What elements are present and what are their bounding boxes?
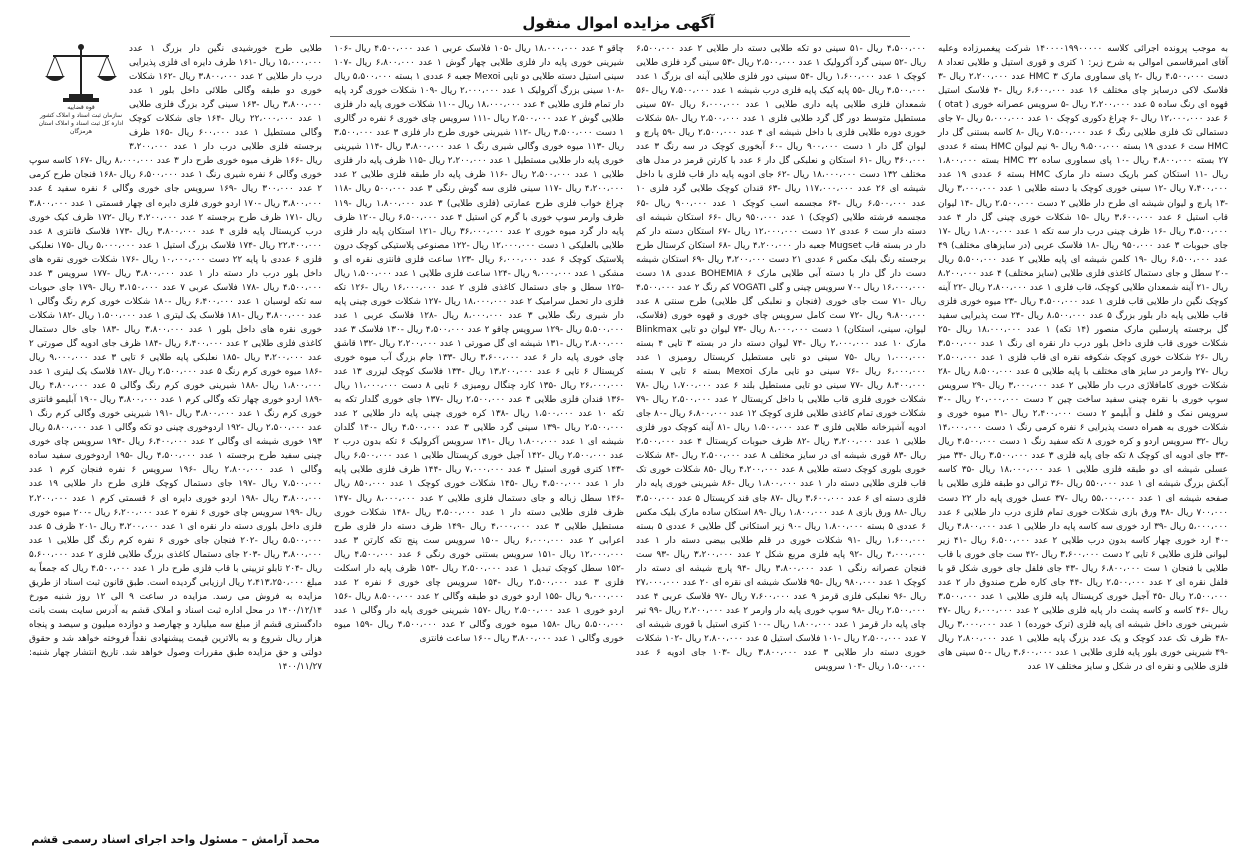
column-4-text: طلایی طرح خورشیدی نگین دار بزرگ ۱ عدد ۱۵،۰۰۰،۰۰۰ ریال -۱۶۱ ظرف دایره ای فلزی پذیرایی درب دار طلایی ۲ عدد ۳،۸۰۰،۰۰۰ ریال -۱۶۲ شکلات خوری دو طبقه وگالی طلائی داخل بلور ۱ عدد ۳،۸۰۰،۰۰۰ ریال -۱۶۳ سینی گرد بزرگ فلزی طلایی ۱ عدد ۲۲،۰۰۰،۰۰۰ ریال -۱۶۴ جای شکلات کوچک وگالی مستطیل ۱ عدد ۶۰۰،۰۰۰ ریال -۱۶۵ ظرف برجسته فلزی طلایی درب دار ۱ عدد ۳،۲۰۰،۰۰۰ ریال -۱۶۶ ظرف میوه خوری طرح دار ۳ عدد ۸،۰۰۰،۰۰۰ ریال -۱۶۷ کاسه سوپ خوری وگالی ۶ نفره شیری رنگ ۱ عدد ۶،۵۰۰،۰۰۰ ریال -۱۶۸ فنجان طرح کرمی ۲ عدد ۳۰۰،۰۰۰ ریال -۱۶۹ سرویس جای خوری وگالی ۶ نفره سفید ٤ عدد ۳،۸۰۰،۰۰۰ ریال -۱۷۰ اردو خوری فلزی دایره ای چهار قسمتی ۱ عدد ۳،۸۰۰،۰۰۰ ریال -۱۷۱ ظرف طرح برجسته ۲ عدد ۴،۲۰۰،۰۰۰ ریال -۱۷۲ ظرف کیک خوری درب کریستال پایه فلزی ۴ عدد ۳،۸۰۰،۰۰۰ ریال -۱۷۳ فلاسک فانتزی ۸ عدد ۲۲،۴۰۰،۰۰۰ ریال -۱۷۴ فلاسک بزرگ استیل ۱ عدد ۵،۰۰۰،۰۰۰ ریال -۱۷۵ نعلبکی فلزی ۶ عددی با پایه ۲۲ دست ۱۰،۰۰۰،۰۰۰ ریال -۱۷۶ شکلات خوری نقره های داخل بلور درب دار دسته دار ۱ عدد ۳،۸۰۰،۰۰۰ ریال -۱۷۷ سرویس ۳ عدد ۴،۵۰۰،۰۰۰ ریال -۱۷۸ فلاسک عربی ۷ عدد ۳،۱۵۰،۰۰۰ ریال -۱۷۹ جای حبوبات سه تکه لوسبان ۱ عدد ۶،۴۰۰،۰۰۰ ریال -۱۸۰ شکلات خوری کرم رنگ وگالی ۱ عدد ۳،۸۰۰،۰۰۰ ریال -۱۸۱ فلاسک یک لیتری ۱ عدد ۱،۵۰۰،۰۰۰ ریال -۱۸۲ شکلات خوری نقره های داخل بلور ۱ عدد ۳،۸۰۰،۰۰۰ ریال -۱۸۳ جای خال دستمال کاغذی فلزی طلایی ۲ عدد ۶،۴۰۰،۰۰۰ ریال -۱۸۴ ظرف جای ادویه گل صورتی ۲ عدد ۳،۲۰۰،۰۰۰ ریال -۱۸۵ نعلبکی پایه طلایی ۶ تایی ۳ عدد ۹،۰۰۰،۰۰۰ ریال -۱۸۶ میوه خوری کرم رنگ ۵ عدد ۲،۵۰۰،۰۰۰ ریال -۱۸۷ فلاسک یک لیتری ۱ عدد ۱،۸۰۰،۰۰۰ ریال -۱۸۸ شیرینی خوری کرم رنگ وگالی ۵ عدد ۴،۸۰۰،۰۰۰ ریال -۱۸۹ اردو خوری چهار تکه وگالی کرم ۱ عدد ۳،۸۰۰،۰۰۰ ریال -۱۹۰ آبلیمو فانتزی خوری کرم رنگ ۱ عدد ۳،۸۰۰،۰۰۰ ریال -۱۹۱ شیرینی خوری وگالی کرم رنگ ۱ عدد ۲،۵۰۰،۰۰۰ ریال -۱۹۲ اردوخوری چینی دو تکه وگالی ۱ عدد ۵،۸۰۰،۰۰۰ ریال ۱۹۳ خوری شیشه ای وگالی ۲ عدد ۶،۴۰۰،۰۰۰ ریال -۱۹۴ سرویس چای خوری چینی سفید طرح برجسته ۱ عدد ۴،۵۰۰،۰۰۰ ریال -۱۹۵ اردوخوری سفید ساده وگالی ۱ عدد ۲،۸۰۰،۰۰۰ ریال -۱۹۶ سرویس ۶ نفره فنجان کرم ۱ عدد ۷،۵۰۰،۰۰۰ ریال -۱۹۷ جای دستمال کوچک فلزی طرح دار طلایی ۱۹ عدد ۳،۸۰۰،۰۰۰ ریال -۱۹۸ اردو خوری دایره ای ۶ قسمتی کرم ۱ عدد ۲،۲۰۰،۰۰۰ ریال -۱۹۹ سرویس چای خوری ۶ نفره ۲ عدد ۶،۲۰۰،۰۰۰ ریال -۲۰۰ میوه خوری فلزی داخل بلوری دسته دار نقره ای ۱ عدد ۳،۲۰۰،۰۰۰ ریال -۲۰۱ ظرف ۵ عدد ۵،۵۰۰،۰۰۰ ریال -۲۰۲ فنجان جای خوری ۶ نفره کرم رنگ گل طلایی ۱ عدد ۳،۸۰۰،۰۰۰ ریال -۲۰۳ جای دستمال کاغذی بزرگ طلایی فلزی ۲ عدد ۵،۶۰۰،۰۰۰ ریال -۲۰۴ تابلو تزیینی با قاب فلزی طرح دار ۱ عدد ۴،۵۰۰،۰۰۰ ریال که جمعاً به مبلغ ۲،۴۱۳،۲۵۰،۰۰۰ ریال ارزیابی گردیده است. طبق قانون ثبت اسناد از طریق مزایده به فروش می رسد. مزایده در ساعت ۹ الی ۱۲ روز شنبه مورخ ۱۴۰۰/۱۲/۱۴ در محل اداره ثبت اسناد و املاک قشم به آدرس سایت بست بانت دادگستری قشم از مبلغ سه میلیارد و چهارصد و دوازده میلیون و سیصد و پنجاه هزار ریال شروع و به بالاترین قیمت پیشنهادی نقداً فروخته خواهد شد و حقوق دولتی و حق مزایده طبق مقررات وصول خواهد شد. تاریخ انتشار چهار شنبه: ۱۴۰۰/۱۱/۲۷ — [29, 44, 323, 673]
judiciary-logo — [33, 42, 129, 140]
column-1-text: به موجب پرونده اجرائی کلاسه ۱۴۰۰۰۰۱۹۹۰۰۰۰۰ شرکت پیغمبرزاده وعلیه آقای امیرقاسمی اموالی به شرح زیر: ۱ کتری و قوری استیل و طلایی تعداد ۸ دست ۴،۵۰۰،۰۰۰ ریال -۲ پای سماوری مارک HMC ۳ عدد ۲،۲۰۰،۰۰۰ ریال -۳ فلاسک لاکی درسایز چای مختلف ۱۶ عدد ۶،۶۰۰،۰۰۰ ریال -۴ فلاسک استیل قهوه ای رنگ ساده ۵ عدد ۲،۲۰۰،۰۰۰ ریال -۵ سرویس عصرانه خوری ( otat ) ۶ عدد ۱۲،۰۰۰،۰۰۰ ریال -۶ چراغ دکوری کوچک ۱۰ عدد ۵،۰۰۰،۰۰۰ ریال -۷ جای دستمالی تک فلزی طلایی رنگ ۶ عدد ۷،۵۰۰،۰۰۰ ریال -۸ کاسه بستنی گل دار HMC ست ۶ عددی ۱۹ بسته ۹،۵۰۰،۰۰۰ ریال -۹ نیم لیوان HMC بسته ۶ عددی ۲۷ بسته ۴،۸۰۰،۰۰۰ ریال -۱۰ پای سماوری ساده HMC ۳۲ بسته ۱،۸۰۰،۰۰۰ ریال -۱۱ استکان کمر باریک دسته دار مارک HMC بسته ۶ عددی ۱۹ عدد ۷،۴۰۰،۰۰۰ ریال -۱۲ سینی خوری کوچک با دسته طلایی ۱ عدد ۳،۰۰۰،۰۰۰ ریال -۱۳ پارچ و لیوان شیشه ای طرح دار طلایی ۲ دست ۲،۵۰۰،۰۰۰ ریال -۱۴ لیوان قاب استیل ۶ عدد ۳،۶۰۰،۰۰۰ ریال -۱۵ شکلات خوری چینی گل دار ۴ عدد ۳،۵۰۰،۰۰۰ ریال -۱۶ ظرف چینی درب دار سه تکه ۱ عدد ۱،۸۰۰،۰۰۰ ریال -۱۷ جای حبوبات ۳ عدد ۹۵۰،۰۰۰ ریال -۱۸ فلاسک عربی (در سایزهای مختلف) ۴۹ عدد ۶،۵۰۰،۰۰۰ ریال -۱۹ کلمن شیشه ای پایه طلایی ۲ عدد ۵،۵۰۰،۰۰۰ ریال -۲۰ سطل و جای دستمال کاغذی فلزی طلایی (سایز مختلف) ۴ عدد ۸،۲۰۰،۰۰۰ ریال -۲۱ آینه شمعدان طلایی کوچک، قاب فلزی ۱ عدد ۲،۸۰۰،۰۰۰ ریال -۲۲ آینه کوچک نگین دار طلایی قاب فلزی ۱ عدد ۴،۵۰۰،۰۰۰ ریال -۲۳ میوه خوری فلزی قاب طلایی پایه دار بلور بزرگ ۵ عدد ۸،۵۰۰،۰۰۰ ریال -۲۴ ست پذیرایی سفید گل برجسته پارسلین مارک منصور (۱۴ تکه) ۱ عدد ۱۸،۰۰۰،۰۰۰ ریال -۲۵ شکلات خوری قاب فلزی داخل بلور درب دار نقره ای رنگ ۱ عدد ۳،۵۰۰،۰۰۰ ریال -۲۶ شکلات خوری کوچک شکوفه نقره ای قاب فلزی ۱ عدد ۲،۵۰۰،۰۰۰ ریال -۲۷ وارمر در سایز های مختلف با پایه طلایی ۵ عدد ۸،۵۰۰،۰۰۰ ریال -۲۸ شکلات خوری کامافلاژی درب دار طلایی ۲ عدد ۳،۰۰۰،۰۰۰ ریال -۲۹ سرویس سوپ خوری با نقره چینی سفید ساخت چین ۲ دست ۲۰،۰۰۰،۰۰۰ ریال -۳۰ سرویس نمک و فلفل و آبلیمو ۲ دست ۲،۴۰۰،۰۰۰ ریال -۳۱ میوه خوری و شکلات خوری به همراه دست پذیرایی ۶ نفره کرمی رنگ ۱ دست ۱۴،۰۰۰،۰۰۰ ریال -۳۲ سرویس اردو و کره خوری ۸ تکه سفید رنگ ۱ دست ۴،۵۰۰،۰۰۰ ریال -۳۳ جای ادویه ای کوچک ۸ تکه جای پایه فلزی ۳ عدد ۳،۵۰۰،۰۰۰ ریال -۳۴ میز عسلی شیشه ای دو طبقه فلزی طلایی ۱ عدد ۱۸،۰۰۰،۰۰۰ ریال -۳۵ کاسه آبکش بزرگ شیشه ای ۱ عدد ۵۵۰،۰۰۰ ریال -۳۶ ترالی دو طبقه فلزی طلایی با صفحه شیشه ای ۱ عدد ۵۵،۰۰۰،۰۰۰ ریال -۳۷ عسل خوری پایه دار ۲۲ دست ۷۰۰،۰۰۰ ریال -۳۸ ورق بازی شکلات خوری تمام فلزی درب دار طلایی ۶ عدد ۵،۰۰۰،۰۰۰ ریال -۳۹ ارد خوری سه کاسه پایه دار طلایی ۱ عدد ۴،۸۰۰،۰۰۰ ریال -۴۰ ارد خوری چهار کاسه بدون درب طلایی ۲ عدد ۶،۵۰۰،۰۰۰ ریال -۴۱ زیر لیوانی فلزی طلایی ۶ تایی ۲ دست ۳،۶۰۰،۰۰۰ ریال -۴۲ ست جای خوری با قاب طلایی با فنجان ۱ ست ۶،۸۰۰،۰۰۰ ریال -۴۳ جای فلفل جای خوری شکل قو با فلفل نقره ای ۲ عدد ۲،۵۰۰،۰۰۰ ریال -۴۴ جای کاره طرح صندوق دار ۲ عدد ۲،۵۰۰،۰۰۰ ریال -۴۵ آجیل خوری کریستال پایه فلزی طلایی ۱ عدد ۳،۵۰۰،۰۰۰ ریال -۴۶ کاسه و کاسه پشت دار پایه فلزی طلایی ۲ عدد ۶،۰۰۰،۰۰۰ ریال -۴۷ شیرینی خوری داخل شیشه ای پایه فلزی (ترک خورده) ۱ عدد ۳،۰۰۰،۰۰۰ ریال -۴۸ ظرف تک عدد کوچک و یک عدد بزرگ پایه طلایی ۱ عدد ۲،۸۰۰،۰۰۰ ریال -۴۹ شیرینی خوری بلور پایه فلزی طلایی ۱ عدد ۴،۶۰۰،۰۰۰ ریال -۵۰ سینی های فلزی طلایی و نقره ای در شکل و سایز مختلف ۱۷ عدد — [938, 44, 1229, 673]
text-column-2 — [633, 42, 929, 850]
column-3-text: چاقو ۴ عدد ۱۸،۰۰۰،۰۰۰ ریال -۱۰۵ فلاسک عربی ۱ عدد ۴،۵۰۰،۰۰۰ ریال -۱۰۶ شیرینی خوری پایه دار فلزی طلایی چهار گوش ۱ عدد ۶،۸۰۰،۰۰۰ ریال -۱۰۷ سینی استیل دسته طلایی دو تایی Mexoi جعبه ۶ عددی ۱ بسته ۵،۵۰۰،۰۰۰ ریال -۱۰۸ سینی بزرگ آکرولیک ۱ عدد ۲،۰۰۰،۰۰۰ ریال -۱۰۹ شکلات خوری گرد پایه دار تمام فلزی طلایی ۴ عدد ۱۸،۰۰۰،۰۰۰ ریال -۱۱۰ شکلات خوری پایه دار فلزی طلایی گوش ۲ عدد ۲،۵۰۰،۰۰۰ ریال -۱۱۱ سرویس چای خوری ۶ نفره در گالری ۱ دست ۴،۵۰۰،۰۰۰ ریال -۱۱۲ شیرینی خوری طرح دار فلزی ۳ عدد ۳،۵۰۰،۰۰۰ ریال -۱۱۳ میوه خوری وگالی شیری رنگ ۱ عدد ۳،۸۰۰،۰۰۰ ریال -۱۱۴ شیرینی خوری پایه دار طلایی مستطیل ۱ عدد ۲،۲۰۰،۰۰۰ ریال -۱۱۵ ظرف پایه دار فلزی طلایی ۱ عدد ۲،۵۰۰،۰۰۰ ریال -۱۱۶ ظرف پایه دار طبقه فلزی طلایی ۲ عدد ۴،۲۰۰،۰۰۰ ریال -۱۱۷ سینی فلزی سه گوش رنگی ۳ عدد ۵۰۰،۰۰۰ ریال -۱۱۸ چراغ خواب فلزی طرح عمارتی (فلزی طلایی) ۳ عدد ۱،۸۰۰،۰۰۰ ریال -۱۱۹ ظرف وارمر سوپ خوری با گرم کن استیل ۴ عدد ۶،۵۰۰،۰۰۰ ریال -۱۲۰ ظرف پایه دار گرد میوه خوری ۲ عدد ۳۶،۰۰۰،۰۰۰ ریال -۱۲۱ استکان پایه دار فلزی طلایی بالعلیکی ۱ دست ۱۲،۰۰۰،۰۰۰ ریال -۱۲۲ مصنوعی پلاستیکی کوچک درون پلاستیک کوچک ۶ عدد ۶،۰۰۰،۰۰۰ ریال -۱۲۳ ساعت فلزی فانتزی نقره ای و مشکی ۱ عدد ۹،۰۰۰،۰۰۰ ریال -۱۲۴ ساعت فلزی طلایی ۱ عدد ۱،۵۰۰،۰۰۰ ریال -۱۲۵ سطل و جای دستمال کاغذی فلزی ۲ عدد ۱۶،۰۰۰،۰۰۰ ریال -۱۲۶ تکه فلزی دار تحمل سرامیک ۲ عدد ۱۸،۰۰۰،۰۰۰ ریال -۱۲۷ شکلات خوری چینی پایه دار شیری رنگ طلایی ۳ عدد ۸،۰۰۰،۰۰۰ ریال -۱۲۸ فلاسک عربی ۱ عدد ۵،۵۰۰،۰۰۰ ریال -۱۲۹ سرویس چاقو ۲ عدد ۴،۵۰۰،۰۰۰ ریال -۱۳۰ فلاسک ۳ عدد ۲،۸۰۰،۰۰۰ ریال -۱۳۱ شیشه ای گل صورتی ۱ عدد ۲،۲۰۰،۰۰۰ ریال -۱۳۲ قاشق چای خوری پایه دار ۶ عدد ۳،۶۰۰،۰۰۰ ریال -۱۳۳ جام بزرگ آب میوه خوری کریستال ۶ تایی ۶ عدد ۱۳،۲۰۰،۰۰۰ ریال -۱۳۴ فلاسک کوچک لیزری ۱۳ عدد ۲۶،۰۰۰،۰۰۰ ریال -۱۳۵ کارد چنگال رومیزی ۶ تایی ۸ دست ۱۱،۰۰۰،۰۰۰ ریال -۱۳۶ قندان فلزی طلایی ۴ عدد ۲،۵۰۰،۰۰۰ ریال -۱۳۷ جای خوری گلدار تکه به تکه ۱۰ عدد ۱،۵۰۰،۰۰۰ ریال -۱۳۸ کره خوری چینی پایه دار طلایی ۲ عدد ۲،۵۰۰،۰۰۰ ریال -۱۳۹ سینی گرد طلایی ۳ عدد ۴،۵۰۰،۰۰۰ ریال -۱۴۰ گلدان شیشه ای ۱ عدد ۱،۸۰۰،۰۰۰ ریال -۱۴۱ سرویس آکرولیک ۶ تکه بدون درب ۲ عدد ۲،۵۰۰،۰۰۰ ریال -۱۴۲ آجیل خوری کریستال طلایی ۱ عدد ۶،۵۰۰،۰۰۰ ریال -۱۴۳ کتری قوری استیل ۴ عدد ۷،۰۰۰،۰۰۰ ریال -۱۴۴ ظرف فلزی طلایی پایه دار ۱ عدد ۴،۵۰۰،۰۰۰ ریال -۱۴۵ شکلات خوری کوچک ۱ عدد ۸۵۰،۰۰۰ ریال -۱۴۶ سطل زباله و جای دستمال فلزی طلایی ۲ عدد ۸،۰۰۰،۰۰۰ ریال -۱۴۷ ظرف فلزی طلایی دسته دار ۱ عدد ۳،۵۰۰،۰۰۰ ریال -۱۴۸ شکلات خوری مستطیل طلایی ۳ عدد ۴،۰۰۰،۰۰۰ ریال -۱۴۹ ظرف دسته دار فلزی طرح اعرابی ۲ عدد ۶،۰۰۰،۰۰۰ ریال -۱۵۰ سرویس ست پنج تکه کارتن ۳ عدد ۱۲،۰۰۰،۰۰۰ ریال -۱۵۱ سرویس بستنی خوری رنگی ۶ عدد ۴،۵۰۰،۰۰۰ ریال -۱۵۲ سطل کوچک تبدیل ۱ عدد ۲،۵۰۰،۰۰۰ ریال -۱۵۳ ظرف پایه دار اسکلت فلزی ۳ عدد ۲،۵۰۰،۰۰۰ ریال -۱۵۴ سرویس چای خوری ۶ نفره ۲ عدد ۹،۰۰۰،۰۰۰ ریال -۱۵۵ اردو خوری دو طبقه وگالی ۲ عدد ۸،۵۰۰،۰۰۰ ریال -۱۵۶ اردو خوری ۱ عدد ۲،۵۰۰،۰۰۰ ریال -۱۵۷ شیرینی خوری پایه دار وگالی ۱ عدد ۵،۵۰۰،۰۰۰ ریال -۱۵۸ میوه خوری وگالی ۲ عدد ۴،۵۰۰،۰۰۰ ریال -۱۵۹ میوه خوری وگالی ۱ عدد ۳،۸۰۰،۰۰۰ ریال -۱۶۰ ساعت فانتزی — [334, 44, 624, 644]
page-title: آگهی مزایده اموال منقول — [522, 14, 715, 32]
scales-of-justice-icon — [41, 42, 121, 104]
org-name-line-1: سازمان ثبت اسناد و املاک کشور — [39, 112, 123, 119]
column-2-text: ۴،۵۰۰،۰۰۰ ریال -۵۱ سینی دو تکه طلایی دسته دار طلایی ۲ عدد ۶،۵۰۰،۰۰۰ ریال -۵۲ سینی گرد آکرولیک ۱ عدد ۲،۵۰۰،۰۰۰ ریال -۵۳ سینی گرد فلزی طلایی کوچک ۱ عدد ۱،۶۰۰،۰۰۰ ریال -۵۴ سینی دور فلزی طلایی آینه ای بزرگ ۱ عدد ۴،۵۰۰،۰۰۰ ریال -۵۵ پایه کیک پایه فلزی درب شیشه ۱ عدد ۷،۵۰۰،۰۰۰ ریال -۵۶ شمعدان فلزی طلایی پایه داری طلایی ۱ عدد ۶،۰۰۰،۰۰۰ ریال -۵۷ سینی مستطیل متوسط دور گل گرد طلایی فلزی ۱ عدد ۲،۵۰۰،۰۰۰ ریال -۵۸ شکلات خوری دوره طلایی فلزی با داخل شیشه ای ۴ عدد ۲،۵۰۰،۰۰۰ ریال -۵۹ پارچ و لیوان گل دار ۱ دست ۹۰۰،۰۰۰ ریال -۶۰ آبخوری کوچک در سه رنگ ۳ عدد ۳۶۰،۰۰۰ ریال -۶۱ استکان و نعلبکی گل دار ۶ عدد با کارتن قرمز در مدل های مختلف ۱۳۲ دست ۱۸،۰۰۰،۰۰۰ ریال -۶۲ جای ادویه پایه دار قاب فلزی با داخل شیشه ای ۲۶ عدد ۱۱۷،۰۰۰،۰۰۰ ریال -۶۳ قندان کوچک طلایی گرد فلزی ۱۰ عدد ۶،۵۰۰،۰۰۰ ریال -۶۴ مجسمه اسب کوچک ۱ عدد ۹۰۰،۰۰۰ ریال -۶۵ مجسمه فرشته طلایی (کوچک) ۱ عدد ۹۵۰،۰۰۰ ریال -۶۶ استکان شیشه ای دسته دار ست ۶ عددی ۱۲ دست ۱۲،۰۰۰،۰۰۰ ریال -۶۷ استکان دسته دار کم دار در بسته قاب Mugset جعبه دار ۴،۲۰۰،۰۰۰ ریال -۶۸ استکان کرستال طرح برجسته رنگ بلیک مکس ۶ عددی ۲۱ دست ۳،۲۰۰،۰۰۰ ریال -۶۹ استکان شیشه دست دار گل دار با دسته آبی طلایی مارک BOHEMIA ۶ عددی ۱۸ دست ۱۶،۰۰۰،۰۰۰ ریال -۷۰ سرویس چینی و گلی VOGATI کم رنگ ۲ عدد ۴،۵۰۰،۰۰۰ ریال -۷۱ ست جای خوری (فنجان و نعلبکی گل طلایی) طرح سنتی ۸ عدد ۹،۸۰۰،۰۰۰ ریال -۷۲ ست کامل سرویس چای خوری و قهوه خوری (فلاسک، لیوان، سینی، استکان) ۱ دست ۸،۰۰۰،۰۰۰ ریال -۷۳ لیوان دو تایی Blinkmax مارک ۱۰ عدد ۲،۰۰۰،۰۰۰ ریال -۷۴ لیوان دسته دار در بسته ۳ تایی ۴ بسته ۱،۰۰۰،۰۰۰ ریال -۷۵ سینی دو تایی مستطیل کریستال رومیزی ۱ عدد ۶،۰۰۰،۰۰۰ ریال -۷۶ سینی دو تایی مارک Mexoi بسته ۶ تایی ۷ بسته ۸،۴۰۰،۰۰۰ ریال -۷۷ سینی دو تایی مستطیل بلند ۶ عدد ۱،۷۰۰،۰۰۰ ریال -۷۸ شکلات خوری فلزی قاب طلایی با داخل کریستال ۲ عدد ۲،۵۰۰،۰۰۰ ریال -۷۹ شکلات خوری تمام کاغذی طلایی فلزی کوچک ۱۲ عدد ۶،۸۰۰،۰۰۰ ریال -۸۰ جای ادویه آشپزخانه طلایی فلزی ۳ عدد ۱،۵۰۰،۰۰۰ ریال -۸۱ آینه کوچک دور فلزی طلایی ۱ عدد ۳،۲۰۰،۰۰۰ ریال -۸۲ ظرف حبوبات کریستال ۴ عدد ۲،۵۰۰،۰۰۰ ریال -۸۳ قوری شیشه ای در سایز مختلف ۸ عدد ۲،۵۰۰،۰۰۰ ریال -۸۴ شکلات خوری بلوری کوچک دسته طلایی ۸ عدد ۴،۲۰۰،۰۰۰ ریال -۸۵ شکلات خوری تک قاب فلزی طلایی دسته دار ۱ عدد ۱،۸۰۰،۰۰۰ ریال -۸۶ شیرینی خوری پایه دار فلزی دسته ای ۶ عدد ۳،۶۰۰،۰۰۰ ریال -۸۷ جای قند کریستال ۵ عدد ۳،۵۰۰،۰۰۰ ریال -۸۸ ورق بازی ۸ عدد ۱،۸۰۰،۰۰۰ ریال -۸۹ استکان ساده مارک بلیک مکس ۶ عددی ۵ بسته ۱،۸۰۰،۰۰۰ ریال -۹۰ زیر استکانی گل طلایی ۶ عددی ۵ بسته ۱،۶۰۰،۰۰۰ ریال -۹۱ شکلات خوری در قلم طلایی بیضی دسته دار ۱ عدد ۴،۰۰۰،۰۰۰ ریال -۹۲ پایه فلزی مربع شکل ۲ عدد ۳،۲۰۰،۰۰۰ ریال -۹۳ ست فنجان عصرانه رنگی ۱ عدد ۳،۸۰۰،۰۰۰ ریال -۹۴ پارچ شیشه ای دسته دار کوچک ۱ عدد ۹۸۰،۰۰۰ ریال -۹۵ فلاسک شیشه ای نقره ای ۲۰ عدد ۲۷،۰۰۰،۰۰۰ ریال -۹۶ نعلبکی فلزی قرمز ۹ عدد ۷،۶۰۰،۰۰۰ ریال -۹۷ فلاسک عربی ۴ عدد ۲،۵۰۰،۰۰۰ ریال -۹۸ سوپ خوری پایه دار وارمر ۲ عدد ۲،۲۰۰،۰۰۰ ریال -۹۹ تیر چای پایه دار قرمز ۱ عدد ۱،۸۰۰،۰۰۰ ریال -۱۰۰ کتری استیل با قوری شیشه ای ۷ عدد ۲،۵۰۰،۰۰۰ ریال -۱۰۱ فلاسک استیل ۵ عدد ۲،۸۰۰،۰۰۰ ریال -۱۰۲ شکلات خوری دسته دار طلایی ۳ عدد ۳،۸۰۰،۰۰۰ ریال -۱۰۳ جای ادویه ۶ عدد ۱،۵۰۰،۰۰۰ ریال -۱۰۴ سرویس — [635, 44, 927, 673]
signature: محمد آرامش – مسئول واحد اجرای اسناد رسمی قشم — [29, 832, 322, 848]
text-column-3 — [331, 42, 627, 850]
org-name-line-2: اداره کل ثبت اسناد و املاک استان هرمزگان — [38, 120, 124, 135]
title-divider — [330, 36, 910, 37]
text-column-4 — [26, 42, 325, 850]
text-column-1 — [935, 42, 1231, 850]
notice-body — [6, 42, 1231, 850]
emblem-text: قوه قضاییه — [67, 104, 95, 111]
